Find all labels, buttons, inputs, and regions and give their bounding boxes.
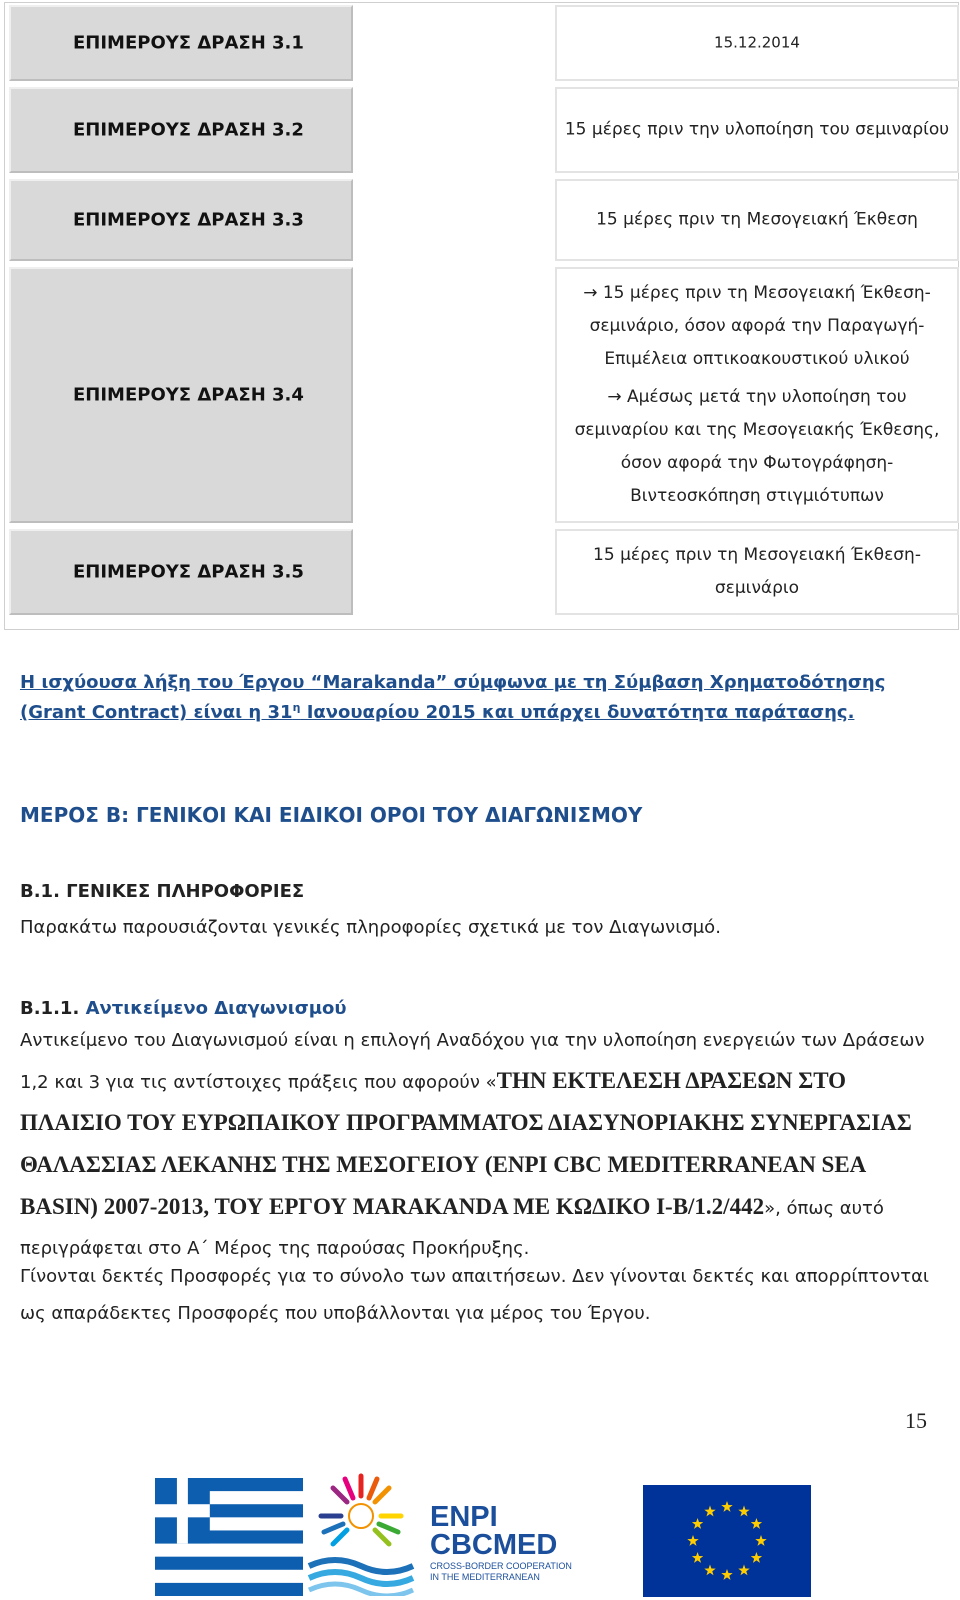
paragraph-outro: », όπως αυτό περιγράφεται στο Α΄ Μέρος της παρούσας Προκήρυξης.: [20, 1198, 884, 1259]
enpi-cbcmed-logo: [430, 1503, 595, 1593]
notice-text-end: Ιανουαρίου 2015 και υπάρχει δυνατότητα παράτασης.: [300, 702, 855, 723]
section-b1-heading: Β.1. ΓΕΝΙΚΕΣ ΠΛΗΡΟΦΟΡΙΕΣ: [20, 881, 305, 902]
section-b11-paragraph: [20, 1021, 940, 1269]
row-value-line: 15 μέρες πριν τη Μεσογειακή Έκθεση-: [593, 545, 921, 565]
table-row-label: [9, 529, 353, 615]
schedule-table: [4, 2, 959, 630]
row-label-text: ΕΠΙΜΕΡΟΥΣ ΔΡΑΣΗ 3.4: [73, 384, 304, 406]
cbcmed-tagline-1: CROSS-BORDER COOPERATION: [430, 1561, 572, 1571]
program-sun-logo: [305, 1466, 417, 1596]
table-row-label: [9, 179, 353, 261]
row-label-text: ΕΠΙΜΕΡΟΥΣ ΔΡΑΣΗ 3.2: [73, 119, 304, 141]
eu-flag-logo: [643, 1485, 811, 1597]
enpi-text: ENPI: [430, 1501, 498, 1533]
section-b11-paragraph-2: Γίνονται δεκτές Προσφορές για το σύνολο των απαιτήσεων. Δεν γίνονται δεκτές και απορρίπτονται ως απαράδεκτες Προσφορές που υποβάλλονται για μέρος του Έργου.: [20, 1266, 930, 1324]
row-value-line: σεμιναρίου και της Μεσογειακής Έκθεσης,: [574, 420, 940, 440]
section-b1-text: Παρακάτω παρουσιάζονται γενικές πληροφορίες σχετικά με τον Διαγωνισμό.: [20, 917, 721, 938]
row-value-line: σεμινάριο, όσον αφορά την Παραγωγή-: [589, 316, 925, 336]
contract-expiry-notice: [20, 670, 950, 725]
notice-text: Η ισχύουσα λήξη του Έργου “Marakanda” σύμφωνα με τη Σύμβαση Χρηματοδότησης (Grant Contract) είναι η 31: [20, 672, 886, 723]
row-value-line: → 15 μέρες πριν τη Μεσογειακή Έκθεση-: [583, 283, 931, 303]
cbcmed-text: CBCMED: [430, 1529, 558, 1561]
table-row-value: [555, 529, 959, 615]
table-row-value: [555, 267, 959, 523]
notice-superscript: η: [292, 701, 301, 714]
row-value-line: → Αμέσως μετά την υλοποίηση του: [607, 387, 907, 407]
row-value-line: 15 μέρες πριν την υλοποίηση του σεμιναρίου: [564, 119, 950, 140]
cbcmed-tagline-2: IN THE MEDITERRANEAN: [430, 1572, 540, 1582]
table-row-label: [9, 267, 353, 523]
row-value-line: Βιντεοσκόπηση στιγμιότυπων: [630, 486, 884, 506]
row-label-text: ΕΠΙΜΕΡΟΥΣ ΔΡΑΣΗ 3.3: [73, 209, 304, 231]
row-label-text: ΕΠΙΜΕΡΟΥΣ ΔΡΑΣΗ 3.5: [73, 561, 304, 583]
paragraph-intro: Αντικείμενο του Διαγωνισμού είναι η επιλογή Αναδόχου για την υλοποίηση ενεργειών των Δράσεων 1,2 και 3 για τις αντίστοιχες πράξεις που αφορούν «: [20, 1030, 925, 1093]
row-value-line: όσον αφορά την Φωτογράφηση-: [620, 453, 894, 473]
paragraph-emphasis: ΤΗΝ ΕΚΤΕΛΕΣΗ ΔΡΑΣΕΩΝ ΣΤΟ ΠΛΑΙΣΙΟ ΤΟΥ ΕΥΡΩΠΑΙΚΟΥ ΠΡΟΓΡΑΜΜΑΤΟΣ ΔΙΑΣΥΝΟΡΙΑΚΗΣ ΣΥΝΕΡΓΑΣΙΑΣ ΘΑΛΑΣΣΙΑΣ ΛΕΚΑΝΗΣ ΤΗΣ ΜΕΣΟΓΕΙΟΥ (ENPI CBC MEDITERRANEAN SEA BASIN) 2007-2013, ΤΟΥ ΕΡΓΟΥ MARAKANDA ΜΕ ΚΩΔΙΚΟ I-B/1.2/442: [20, 1068, 912, 1219]
section-b11-heading: [20, 998, 347, 1019]
row-value-line: 15 μέρες πριν τη Μεσογειακή Έκθεση: [596, 209, 918, 230]
section-number: Β.1.1.: [20, 998, 80, 1019]
table-row-label: [9, 5, 353, 81]
table-row-label: [9, 87, 353, 173]
table-row-value: [555, 179, 959, 261]
table-row-value: [555, 87, 959, 173]
row-value-line: 15.12.2014: [714, 33, 800, 52]
row-label-text: ΕΠΙΜΕΡΟΥΣ ΔΡΑΣΗ 3.1: [73, 32, 304, 54]
row-value-line: Επιμέλεια οπτικοακουστικού υλικού: [604, 349, 910, 369]
section-title: Αντικείμενο Διαγωνισμού: [85, 998, 347, 1019]
greek-flag-logo: [155, 1478, 303, 1596]
part-b-title: ΜΕΡΟΣ Β: ΓΕΝΙΚΟΙ ΚΑΙ ΕΙΔΙΚΟΙ ΟΡΟΙ ΤΟΥ ΔΙΑΓΩΝΙΣΜΟΥ: [20, 803, 643, 827]
table-row-value: [555, 5, 959, 81]
page-number: 15: [905, 1408, 927, 1433]
row-value-line: σεμινάριο: [714, 578, 800, 598]
